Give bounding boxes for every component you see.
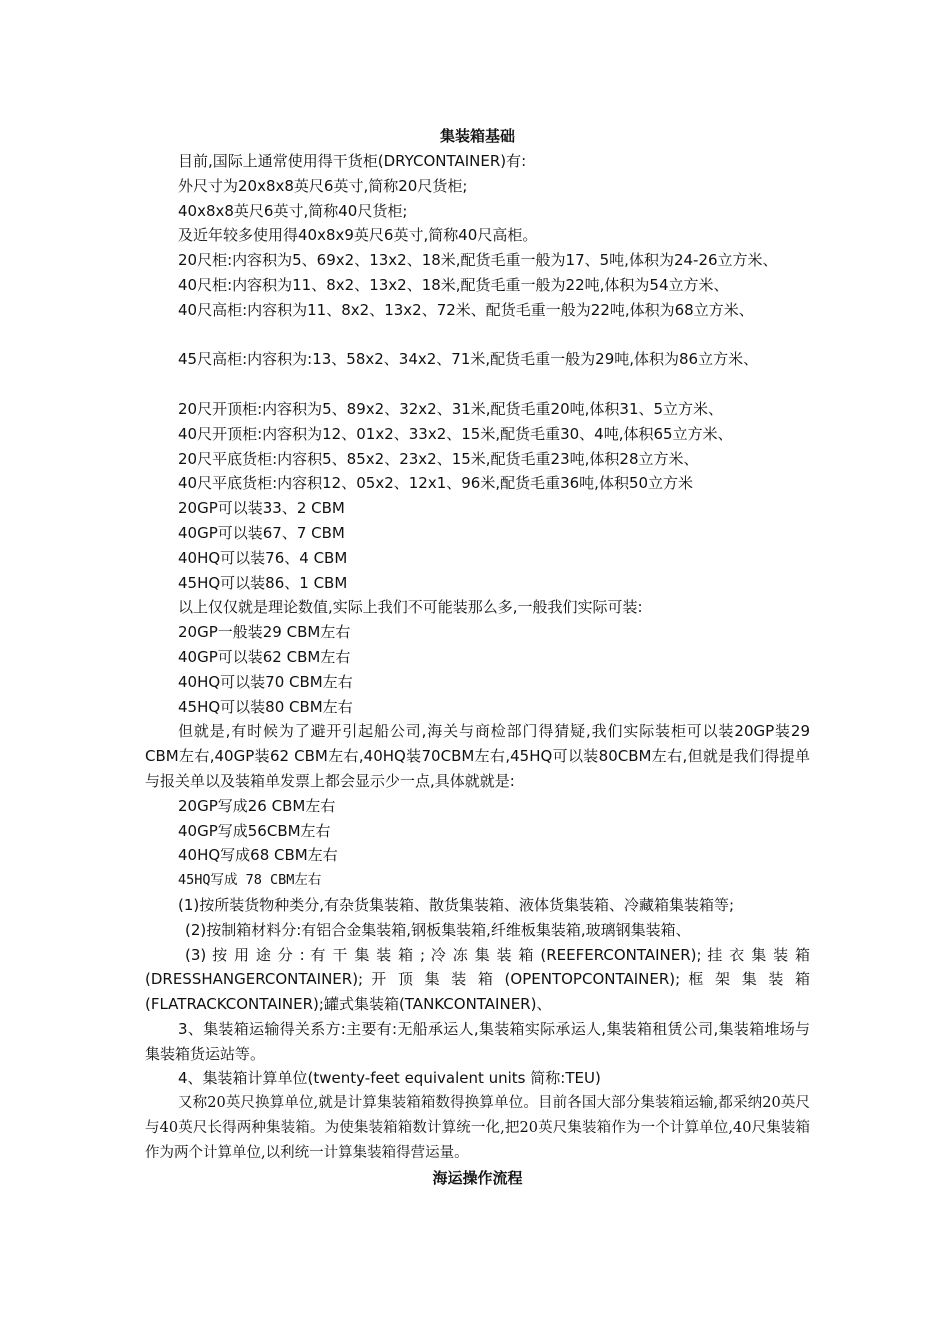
paragraph-20ot-spec: 20尺开顶柜:内容积为5、89x2、32x2、31米,配货毛重20吨,体积31、5立方米、 xyxy=(178,399,724,418)
actual-20gp: 20GP一般装29 CBM左右 xyxy=(178,623,351,642)
paragraph-40ft: 40x8x8英尺6英寸,简称40尺货柜; xyxy=(178,201,408,220)
section-title-shipping-process: 海运操作流程 xyxy=(432,1168,523,1187)
paragraph-parties: 3、集装箱运输得关系方:主要有:无船承运人,集装箱实际承运人,集装箱租赁公司,集装箱堆场与集装箱货运站等。 xyxy=(145,1019,810,1063)
classification-by-cargo: (1)按所装货物种类分,有杂货集装箱、散货集装箱、液体货集装箱、冷藏箱集装箱等; xyxy=(178,895,735,914)
document-page xyxy=(145,124,810,1191)
paragraph-45hq-spec: 45尺高柜:内容积为:13、58x2、34x2、71米,配货毛重一般为29吨,体积为86立方米、 xyxy=(178,350,759,369)
paragraph-40hq: 及近年较多使用得40x8x9英尺6英寸,简称40尺高柜。 xyxy=(178,226,538,245)
paragraph-declaration-note: 但就是,有时候为了避开引起船公司,海关与商检部门得猜疑,我们实际装柜可以装20GP装29 CBM左右,40GP装62 CBM左右,40HQ装70CBM左右,45HQ可以装80CBM左右,但就是我们得提单与报关单以及装箱单发票上都会显示少一点,具体就就是: xyxy=(145,722,810,790)
paragraph-teu-definition: 又称20英尺换算单位,就是计算集装箱箱数得换算单位。目前各国大部分集装箱运输,都采纳20英尺与40英尺长得两种集装箱。为使集装箱箱数计算统一化,把20英尺集装箱作为一个计算单位,40尺集装箱作为两个计算单位,以利统一计算集装箱得营运量。 xyxy=(145,1095,810,1161)
capacity-40hq: 40HQ可以装76、4 CBM xyxy=(178,548,348,567)
paragraph-teu-heading: 4、集装箱计算单位(twenty-feet equivalent units 简称:TEU) xyxy=(178,1069,601,1088)
paragraph-20ft-spec: 20尺柜:内容积为5、69x2、13x2、18米,配货毛重一般为17、5吨,体积为24-26立方米、 xyxy=(178,251,778,270)
document-title: 集装箱基础 xyxy=(439,127,515,145)
actual-40gp: 40GP可以装62 CBM左右 xyxy=(178,647,351,666)
declared-20gp: 20GP写成26 CBM左右 xyxy=(178,796,336,815)
paragraph-intro: 目前,国际上通常使用得干货柜(DRYCONTAINER)有: xyxy=(178,152,527,170)
paragraph-40ft-spec: 40尺柜:内容积为11、8x2、13x2、18米,配货毛重一般为22吨,体积为54立方米、 xyxy=(178,275,729,294)
paragraph-40fr-spec: 40尺平底货柜:内容积12、05x2、12x1、96米,配货毛重36吨,体积50立方米 xyxy=(178,474,694,493)
classification-by-use: (3) 按 用 途 分 : 有 干 集 装 箱 ; 冷 冻 集 装 箱 (REEFERCONTAINER); 挂 衣 集 装 箱 (DRESSHANGERCONTAINER); 开 顶 集 装 箱 (OPENTOPCONTAINER); 框 架 集 装 箱 (FLATRACKCONTAINER);罐式集装箱(TANKCONTAINER)、 xyxy=(145,945,810,1014)
capacity-45hq: 45HQ可以装86、1 CBM xyxy=(178,573,348,592)
paragraph-20fr-spec: 20尺平底货柜:内容积5、85x2、23x2、15米,配货毛重23吨,体积28立方米、 xyxy=(178,449,699,468)
actual-40hq: 40HQ可以装70 CBM左右 xyxy=(178,672,353,691)
paragraph-20ft: 外尺寸为20x8x8英尺6英寸,简称20尺货柜; xyxy=(178,176,468,195)
paragraph-40hq-spec: 40尺高柜:内容积为11、8x2、13x2、72米、配货毛重一般为22吨,体积为68立方米、 xyxy=(178,300,754,319)
declared-40hq: 40HQ写成68 CBM左右 xyxy=(178,846,338,865)
classification-by-material: (2)按制箱材料分:有铝合金集装箱,钢板集装箱,纤维板集装箱,玻璃钢集装箱、 xyxy=(185,920,691,939)
capacity-20gp: 20GP可以装33、2 CBM xyxy=(178,499,345,518)
capacity-40gp: 40GP可以装67、7 CBM xyxy=(178,523,345,542)
declared-45hq: 45HQ写成 78 CBM左右 xyxy=(178,872,322,889)
paragraph-theory-note: 以上仅仅就是理论数值,实际上我们不可能装那么多,一般我们实际可装: xyxy=(178,598,643,617)
paragraph-40ot-spec: 40尺开顶柜:内容积为12、01x2、33x2、15米,配货毛重30、4吨,体积65立方米、 xyxy=(178,424,733,443)
actual-45hq: 45HQ可以装80 CBM左右 xyxy=(178,697,353,716)
declared-40gp: 40GP写成56CBM左右 xyxy=(178,821,331,840)
